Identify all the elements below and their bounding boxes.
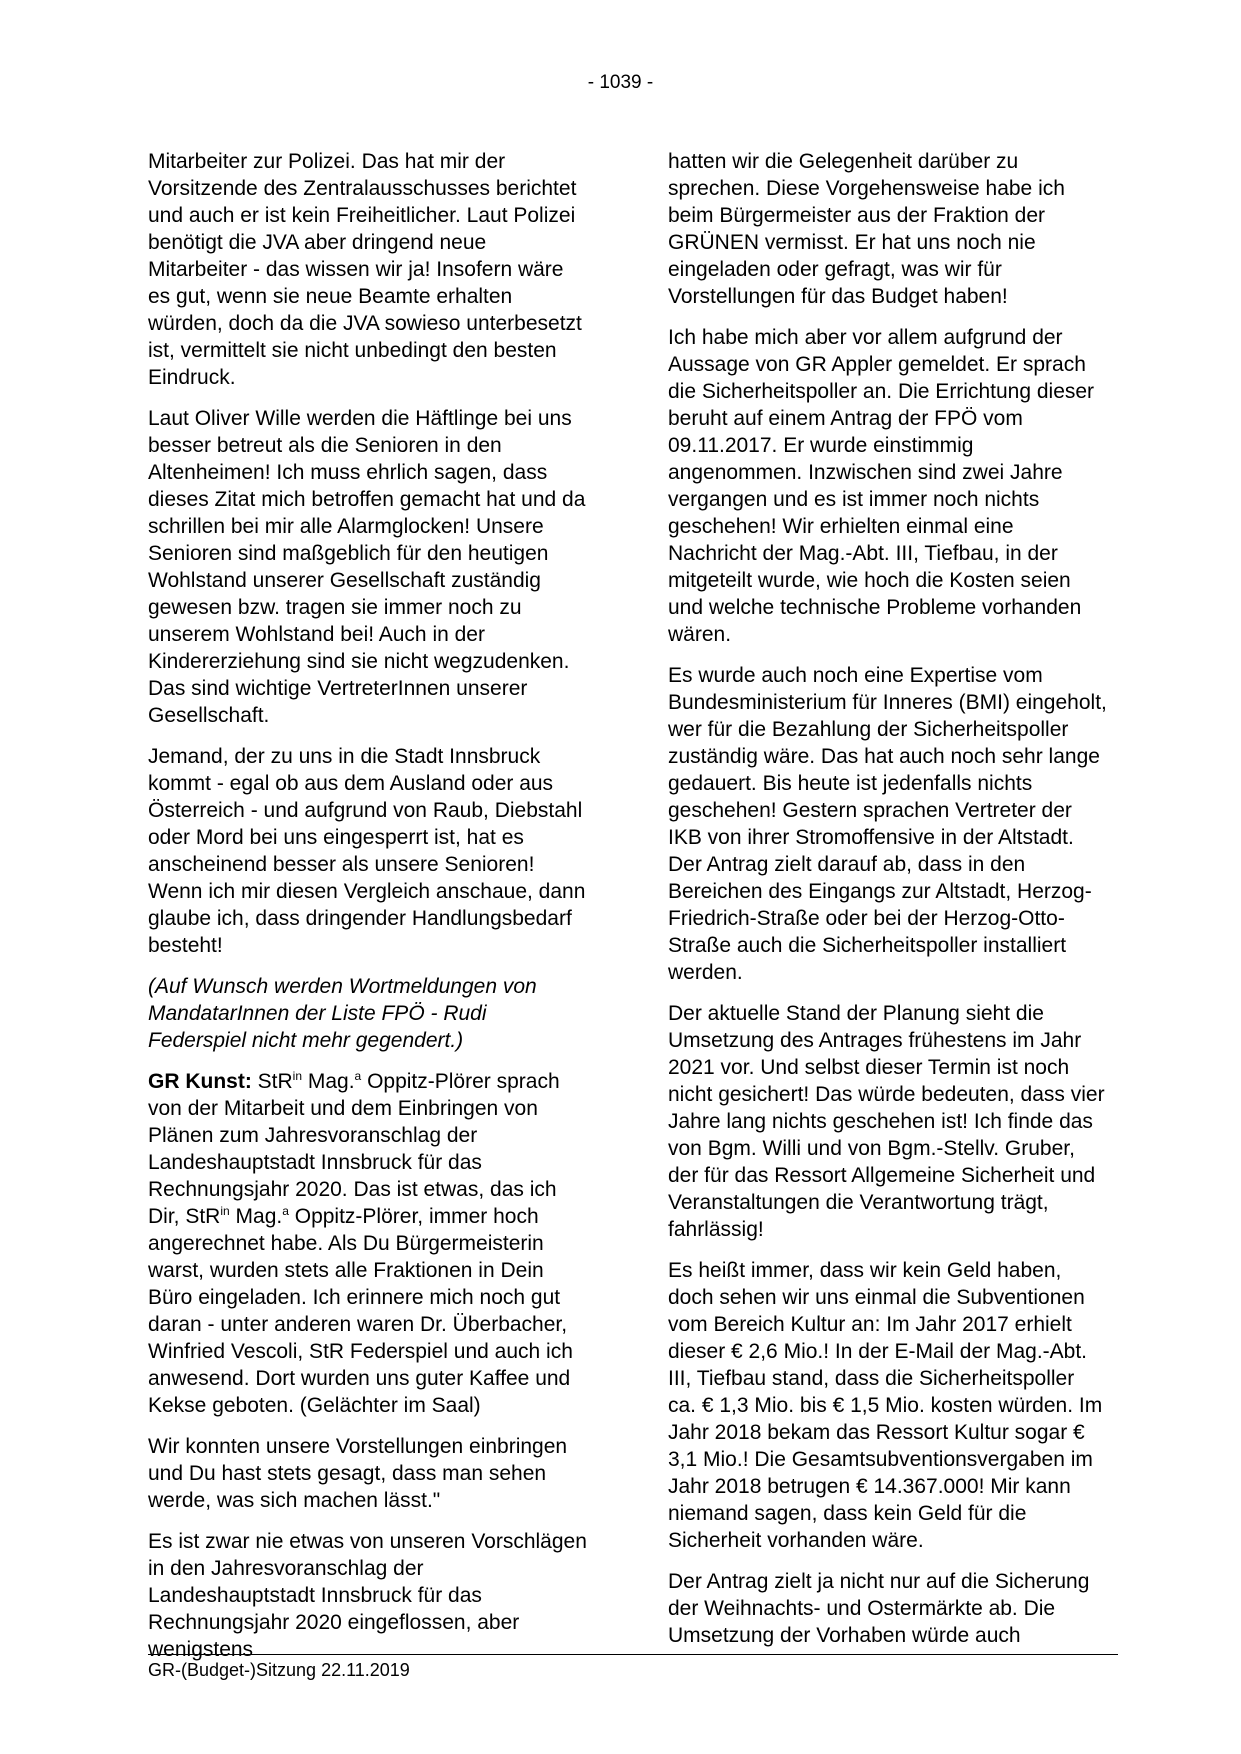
speaker-name: GR Kunst:: [148, 1070, 252, 1093]
paragraph: Es heißt immer, dass wir kein Geld haben, doch sehen wir uns einmal die Subventionen vom Bereich Kultur an: Im Jahr 2017 erhielt dieser € 2,6 Mio.! In der E-Mail der Mag.-Abt. III, Tiefbau stand, dass die Sicherheitspoller ca. € 1,3 Mio. bis € 1,5 Mio. kosten würden. Im Jahr 2018 bekam das Ressort Kultur sogar € 3,1 Mio.! Die Gesamtsubventionsvergaben im Jahr 2018 betrugen € 14.367.000! Mir kann niemand sagen, dass kein Geld für die Sicherheit vorhanden wäre.: [668, 1259, 1103, 1552]
paragraph: Ich habe mich aber vor allem aufgrund der Aussage von GR Appler gemeldet. Er sprach die Sicherheitspoller an. Die Errichtung dieser beruht auf einem Antrag der FPÖ vom 09.11.2017. Er wurde einstimmig angenommen. Inzwischen sind zwei Jahre vergangen und es ist immer noch nichts geschehen! Wir erhielten einmal eine Nachricht der Mag.-Abt. III, Tiefbau, in der mitgeteilt wurde, wie hoch die Kosten seien und welche technische Probleme vorhanden wären.: [668, 326, 1095, 646]
left-column: [148, 148, 588, 1677]
paragraph: Wir konnten unsere Vorstellungen einbringen und Du hast stets gesagt, dass man sehen werde, was sich machen lässt.": [148, 1435, 568, 1512]
paragraph: Es ist zwar nie etwas von unseren Vorschlägen in den Jahresvoranschlag der Landeshauptstadt Innsbruck für das Rechnungsjahr 2020 eingeflossen, aber wenigstens: [148, 1530, 587, 1661]
paragraph: Mitarbeiter zur Polizei. Das hat mir der Vorsitzende des Zentralausschusses berichtet und auch er ist kein Freiheitlicher. Laut Polizei benötigt die JVA aber dringend neue Mitarbeiter - das wissen wir ja! Insofern wäre es gut, wenn sie neue Beamte erhalten würden, doch da die JVA sowieso unterbesetzt ist, vermittelt sie nicht unbedingt den besten Eindruck.: [148, 150, 582, 389]
page-number: - 1039 -: [587, 72, 654, 93]
paragraph: hatten wir die Gelegenheit darüber zu sprechen. Diese Vorgehensweise habe ich beim Bürgermeister aus der Fraktion der GRÜNEN vermisst. Er hat uns noch nie eingeladen oder gefragt, was wir für Vorstellungen für das Budget haben!: [668, 150, 1065, 308]
right-column: [668, 148, 1108, 1663]
paragraph: Es wurde auch noch eine Expertise vom Bundesministerium für Inneres (BMI) eingeholt, wer für die Bezahlung der Sicherheitspoller zuständig wäre. Das hat auch noch sehr lange gedauert. Bis heute ist jedenfalls nichts geschehen! Gestern sprachen Vertreter der IKB von ihrer Stromoffensive in der Altstadt. Der Antrag zielt darauf ab, dass in den Bereichen des Eingangs zur Altstadt, Herzog-Friedrich-Straße oder bei der Herzog-Otto-Straße auch die Sicherheitspoller installiert werden.: [668, 664, 1107, 984]
footer-session: GR-(Budget-)Sitzung 22.11.2019: [148, 1660, 410, 1680]
paragraph: Der aktuelle Stand der Planung sieht die Umsetzung des Antrages frühestens im Jahr 2021 vor. Und selbst dieser Termin ist noch nicht gesichert! Das würde bedeuten, dass vier Jahre lang nichts geschehen ist! Ich finde das von Bgm. Willi und von Bgm.-Stellv. Gruber, der für das Ressort Allgemeine Sicherheit und Veranstaltungen die Verantwortung trägt, fahrlässig!: [668, 1002, 1105, 1241]
paragraph: Der Antrag zielt ja nicht nur auf die Sicherung der Weihnachts- und Ostermärkte ab. Die Umsetzung der Vorhaben würde auch: [668, 1570, 1090, 1647]
footer-divider: [148, 1654, 1118, 1655]
paragraph: Laut Oliver Wille werden die Häftlinge bei uns besser betreut als die Senioren in den Altenheimen! Ich muss ehrlich sagen, dass dieses Zitat mich betroffen gemacht hat und da schrillen bei mir alle Alarmglocken! Unsere Senioren sind maßgeblich für den heutigen Wohlstand unserer Gesellschaft zuständig gewesen bzw. tragen sie immer noch zu unserem Wohlstand bei! Auch in der Kindererziehung sind sie nicht wegzudenken. Das sind wichtige VertreterInnen unserer Gesellschaft.: [148, 407, 586, 727]
editorial-note: (Auf Wunsch werden Wortmeldungen von MandatarInnen der Liste FPÖ - Rudi Federspiel nicht mehr gegendert.): [148, 975, 537, 1052]
speaker-paragraph: GR Kunst: StR$^{in}$ Mag.$^a$ Oppitz-Plörer sprach von der Mitarbeit und dem Einbringen von Plänen zum Jahresvoranschlag der Landeshauptstadt Innsbruck für das Rechnungsjahr 2020. Das ist etwas, das ich Dir, StR$^{in}$ Mag.$^a$ Oppitz-Plörer, immer hoch angerechnet habe. Als Du Bürgermeisterin warst, wurden stets alle Fraktionen in Dein Büro eingeladen. Ich erinnere mich noch gut daran - unter anderen waren Dr. Überbacher, Winfried Vescoli, StR Federspiel und auch ich anwesend. Dort wurden uns guter Kaffee und Kekse geboten. (Gelächter im Saal): [148, 1069, 573, 1417]
paragraph: Jemand, der zu uns in die Stadt Innsbruck kommt - egal ob aus dem Ausland oder aus Österreich - und aufgrund von Raub, Diebstahl oder Mord bei uns eingesperrt ist, hat es anscheinend besser als unsere Senioren! Wenn ich mir diesen Vergleich anschaue, dann glaube ich, dass dringender Handlungsbedarf besteht!: [148, 745, 586, 957]
